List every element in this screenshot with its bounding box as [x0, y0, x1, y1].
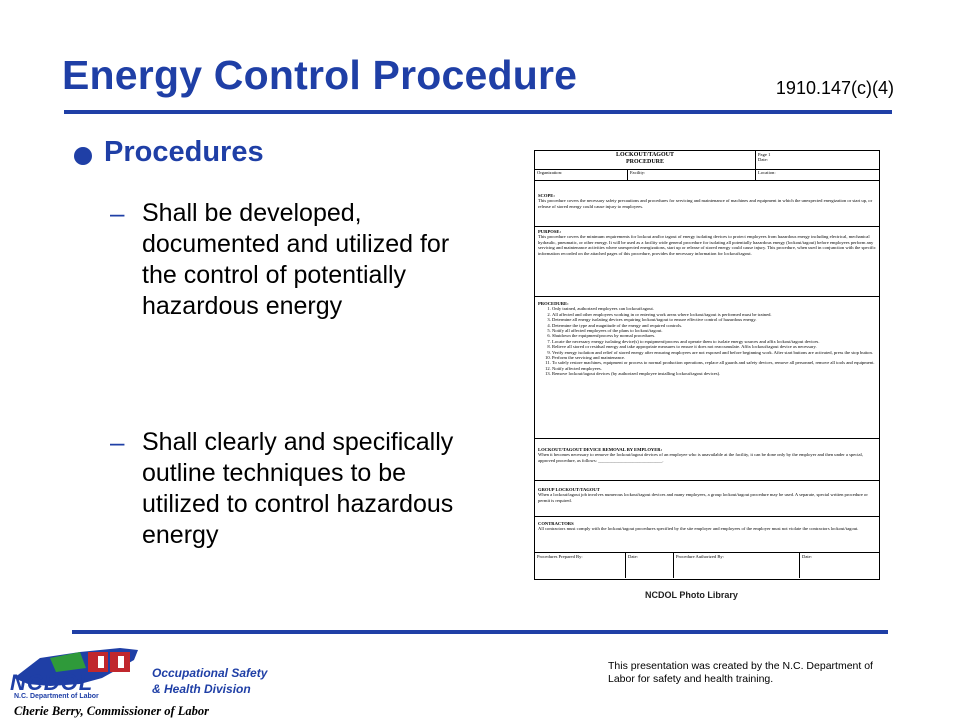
form-group: GROUP LOCKOUT/TAGOUT When a lockout/tagout job involves numerous lockout/tagout devices and many employees, a group lockout/tagout procedure may be used. A separate, special written procedure or permit is required.	[535, 485, 879, 517]
footer-divider	[72, 630, 888, 634]
sub-bullet-1: Shall be developed, documented and utilized for the control of potentially hazardous energy	[142, 199, 450, 320]
division-line-1: Occupational Safety	[152, 666, 268, 680]
form-scope: SCOPE: This procedure covers the necessary safety precautions and procedures for servicing and maintenance of machines and equipment in which the unexpected energization or start up, or release of stored energy could cause injury to employees.	[535, 191, 879, 227]
bullet-heading: Procedures	[104, 136, 264, 168]
form-location: Location:	[755, 169, 879, 180]
form-title-2: PROCEDURE	[625, 159, 664, 165]
sub-bullet-2: Shall clearly and specifically outline techniques to be utilized to control hazardous energy	[142, 428, 454, 549]
form-date: Date:	[758, 157, 768, 163]
footer-note: This presentation was created by the N.C. Department of Labor for safety and health training.	[608, 660, 873, 685]
form-procedure-steps: 1. Only trained, authorized employees can lockout/tagout. 2. All affected and other employees working in or entering work areas where lockout/tagout is performed must be trained. 3. Determine all energy isolating devices requiring lockout/tagout to ensure effective control of hazardous energy. 4. Determine the type and magnitude of the energy and required controls. 5. Notify all affected employees of the plans to lockout/tagout. 6. Shutdown the equipment/process by normal procedures. 7. Locate the necessary energy isolating device(s) to equipment/process and operate them to isolate energy sources and affix lockout/tagout devices. 8. Relieve all stored or residual energy and take appropriate measures to ensure it does not reaccumulate. Affix lockout/tagout device as necessary. 9. Verify energy isolation and relief of stored energy after ensuring employees are not exposed and before beginning work. After start buttons are activated, press the stop button. 10. Perform the servicing and maintenance. 11. To safely restore machines, equipment or process to normal production operations, replace all guards and safety devices, remove all personnel, remove all tools and equipment. 12. Notify affected employees. 13. Remove lockout/tagout devices (by authorized employee installing lockout/tagout devices).	[538, 306, 876, 376]
ncdol-logo	[10, 638, 272, 720]
slide-title: Energy Control Procedure	[62, 52, 578, 98]
form-title-1: LOCKOUT/TAGOUT	[616, 152, 674, 158]
lockout-form-image	[534, 150, 880, 580]
form-facility: Facility:	[627, 169, 755, 180]
form-title-row	[535, 151, 879, 170]
standard-reference: 1910.147(c)(4)	[775, 78, 894, 98]
title-divider	[64, 110, 892, 114]
ncdol-wordmark: NCDOL	[10, 670, 94, 695]
division-line-2: & Health Division	[152, 682, 251, 696]
form-signature-row: Procedures Prepared By: Date: Procedure Authorized By: Date:	[535, 553, 879, 578]
form-page: Page 1	[758, 152, 771, 157]
form-procedure: PROCEDURE: 1. Only trained, authorized employees can lockout/tagout. 2. All affected and other employees working in or entering work areas where lockout/tagout is performed must be trained. 3. Determine all energy isolating devices requiring lockout/tagout to ensure effective control of hazardous energy. 4. Determine the type and magnitude of the energy and required controls. 5. Notify all affected employees of the plans to lockout/tagout. 6. Shutdown the equipment/process by normal procedures. 7. Locate the necessary energy isolating device(s) to equipment/process and operate them to isolate energy sources and affix lockout/tagout devices. 8. Relieve all stored or residual energy and take appropriate measures to ensure it does not reaccumulate. Affix lockout/tagout device as necessary. 9. Verify energy isolation and relief of stored energy after ensuring employees are not exposed and before beginning work. After start buttons are activated, press the stop button. 10. Perform the servicing and maintenance. 11. To safely restore machines, equipment or process to normal production operations, replace all guards and safety devices, remove all personnel, remove all tools and equipment. 12. Notify affected employees. 13. Remove lockout/tagout devices (by authorized employee installing lockout/tagout devices).	[535, 299, 879, 439]
dash-icon: –	[110, 427, 125, 457]
ncdol-subtitle: N.C. Department of Labor	[14, 693, 99, 700]
photo-credit: NCDOL Photo Library	[645, 590, 738, 600]
form-contractors: CONTRACTORS All contractors must comply with the lockout/tagout procedures specified by the site employer and employees of the employer must not violate the contractors lockout/tagout.	[535, 519, 879, 553]
dash-icon: –	[110, 198, 125, 228]
form-org-row	[535, 169, 879, 181]
form-purpose: PURPOSE: This procedure covers the minimum requirements for lockout and/or tagout of energy isolating devices to protect employees from hazardous energy including electrical, mechanical hydraulic, pneumatic, or other energy. It will be used as a facility wide general procedure for isolating all potentially hazardous energy (lockout/tagout) before employees perform any servicing and maintenance activities where unexpected energizations, start up or release of stored energy could cause injury. This procedure, when used in conjunction with the specific information recorded on the attached pages of this procedure, provides the necessary information for lockout/tagout.	[535, 227, 879, 297]
bullet-dot-icon	[74, 147, 92, 165]
commissioner-name: Cherie Berry, Commissioner of Labor	[14, 704, 210, 718]
form-organization: Organization:	[537, 170, 563, 175]
form-removal: LOCKOUT/TAGOUT DEVICE REMOVAL BY EMPLOYER: When it becomes necessary to remove the lockout/tagout devices of an employee who is unavailable at the facility, it can be done only by the employer and then under a special, approved procedure, as follows: ____________________________.	[535, 445, 879, 481]
